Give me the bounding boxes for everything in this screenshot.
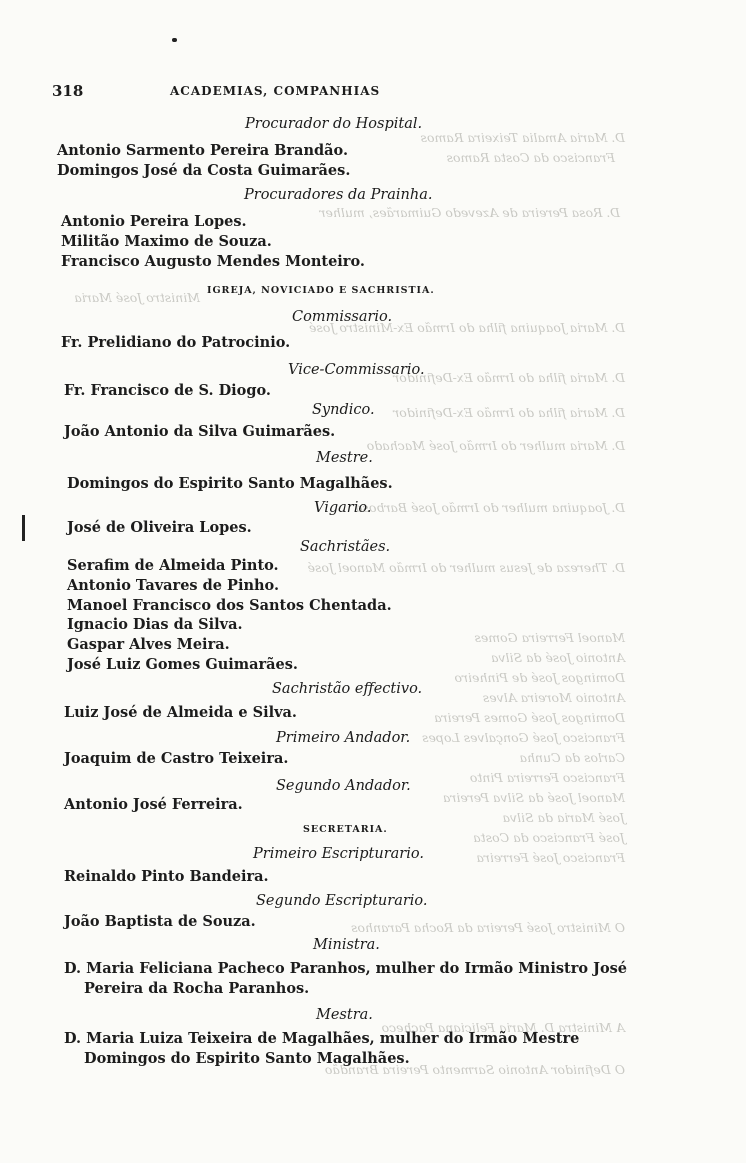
office-primeiro-escripturario: Primeiro Escripturario. bbox=[253, 846, 424, 862]
show-through-text: D. Maria Joaquina filha do Irmão Ex-Ministro José bbox=[308, 320, 625, 335]
show-through-text: Manoel José da Silva Pereira bbox=[442, 790, 625, 805]
show-through-text: D. Maria filha do Irmão Ex-Definidor bbox=[393, 370, 625, 385]
name-line: Domingos José da Costa Guimarães. bbox=[57, 162, 351, 179]
name-line: Domingos do Espirito Santo Magalhães. bbox=[67, 475, 393, 492]
entry-ministra-line1: D. Maria Feliciana Pacheco Paranhos, mulher do Irmão Ministro José bbox=[64, 960, 628, 977]
page-number: 318 bbox=[52, 82, 84, 100]
show-through-text: Ministro José Maria bbox=[74, 290, 200, 305]
show-through-text: Antonio Moreira Alves bbox=[482, 690, 625, 705]
office-procurador-hospital: Procurador do Hospital. bbox=[245, 116, 423, 132]
name-line: José Luiz Gomes Guimarães. bbox=[67, 656, 298, 673]
name-line: Reinaldo Pinto Bandeira. bbox=[64, 868, 269, 885]
name-line: Serafim de Almeida Pinto. bbox=[67, 557, 279, 574]
ink-speck bbox=[172, 38, 177, 42]
show-through-text: O Definidor Antonio Sarmento Pereira Brandão bbox=[324, 1062, 625, 1077]
running-title: ACADEMIAS, COMPANHIAS bbox=[170, 84, 381, 98]
show-through-text: Manoel Ferreira Gomes bbox=[474, 630, 625, 645]
office-primeiro-andador: Primeiro Andador. bbox=[276, 730, 411, 746]
show-through-text: Francisco da Costa Ramos bbox=[446, 150, 615, 165]
show-through-text: Carlos da Cunha bbox=[519, 750, 625, 765]
name-line: Fr. Prelidiano do Patrocinio. bbox=[61, 334, 291, 351]
entry-mestra-line2: Domingos do Espirito Santo Magalhães. bbox=[84, 1050, 410, 1067]
section-heading-secretaria: SECRETARIA. bbox=[303, 824, 388, 835]
office-sachristaes: Sachristães. bbox=[300, 539, 391, 555]
name-line: Fr. Francisco de S. Diogo. bbox=[64, 382, 271, 399]
name-line: José de Oliveira Lopes. bbox=[67, 519, 252, 536]
office-sachristao-effectivo: Sachristão effectivo. bbox=[272, 681, 423, 697]
office-mestre: Mestre. bbox=[316, 450, 373, 466]
name-line: Antonio Sarmento Pereira Brandão. bbox=[57, 142, 348, 159]
name-line: Luiz José de Almeida e Silva. bbox=[64, 704, 297, 721]
show-through-text: O Ministro José Pereira da Rocha Paranhos bbox=[351, 920, 625, 935]
show-through-text: D. Maria mulher do Irmão José Machado bbox=[366, 438, 625, 453]
margin-mark bbox=[22, 515, 25, 541]
show-through-text: D. Thereza de Jesus mulher do Irmão Manoel José bbox=[307, 560, 625, 575]
name-line: Ignacio Dias da Silva. bbox=[67, 616, 243, 633]
name-line: Manoel Francisco dos Santos Chentada. bbox=[67, 597, 392, 614]
show-through-text: Antonio José da Silva bbox=[491, 650, 625, 665]
show-through-text: D. Maria filha do Irmão Ex-Definidor bbox=[393, 405, 625, 420]
show-through-text: Domingos José Gomes Pereira bbox=[434, 710, 625, 725]
show-through-text: D. Maria Amalia Teixeira Ramos bbox=[420, 130, 625, 145]
name-line: João Antonio da Silva Guimarães. bbox=[64, 423, 336, 440]
name-line: Gaspar Alves Meira. bbox=[67, 636, 230, 653]
name-line: Militão Maximo de Souza. bbox=[61, 233, 272, 250]
show-through-text: A Ministra D. Maria Feliciana Pacheco bbox=[381, 1020, 625, 1035]
show-through-text: Francisco José Gonçalves Lopes bbox=[422, 730, 625, 745]
entry-ministra bbox=[64, 959, 634, 999]
show-through-text: José Francisco da Costa bbox=[473, 830, 625, 845]
office-procuradores-prainha: Procuradores da Prainha. bbox=[244, 187, 433, 203]
office-commissario: Commissario. bbox=[292, 309, 393, 325]
office-segundo-andador: Segundo Andador. bbox=[276, 778, 411, 794]
office-mestra: Mestra. bbox=[316, 1007, 373, 1023]
name-line: Francisco Augusto Mendes Monteiro. bbox=[61, 253, 365, 270]
show-through-text: José Maria da Silva bbox=[502, 810, 625, 825]
show-through-text: Francisco Ferreira Pinto bbox=[469, 770, 625, 785]
entry-mestra bbox=[64, 1029, 634, 1069]
show-through-text: D. Rosa Pereira de Azevedo Guimarães, mulher bbox=[319, 205, 620, 220]
show-through-text: Francisco José Ferreira bbox=[476, 850, 625, 865]
entry-ministra-line2: Pereira da Rocha Paranhos. bbox=[84, 980, 310, 997]
section-heading-igreja: IGREJA, NOVICIADO E SACHRISTIA. bbox=[207, 285, 435, 296]
show-through-text: D. Joaquina mulher do Irmão José Barbosa bbox=[355, 500, 625, 515]
name-line: Antonio Tavares de Pinho. bbox=[67, 577, 279, 594]
office-vigario: Vigario. bbox=[314, 500, 372, 516]
name-line: Antonio Pereira Lopes. bbox=[61, 213, 247, 230]
show-through-text: Domingos José de Pinheiro bbox=[454, 670, 625, 685]
office-ministra: Ministra. bbox=[313, 937, 380, 953]
office-syndico: Syndico. bbox=[312, 402, 375, 418]
name-line: João Baptista de Souza. bbox=[64, 913, 256, 930]
entry-mestra-line1: D. Maria Luiza Teixeira de Magalhães, mulher do Irmão Mestre bbox=[64, 1030, 580, 1047]
name-line: Joaquim de Castro Teixeira. bbox=[64, 750, 289, 767]
name-line: Antonio José Ferreira. bbox=[64, 796, 243, 813]
office-segundo-escripturario: Segundo Escripturario. bbox=[256, 893, 428, 909]
office-vice-commissario: Vice-Commissario. bbox=[288, 362, 425, 378]
